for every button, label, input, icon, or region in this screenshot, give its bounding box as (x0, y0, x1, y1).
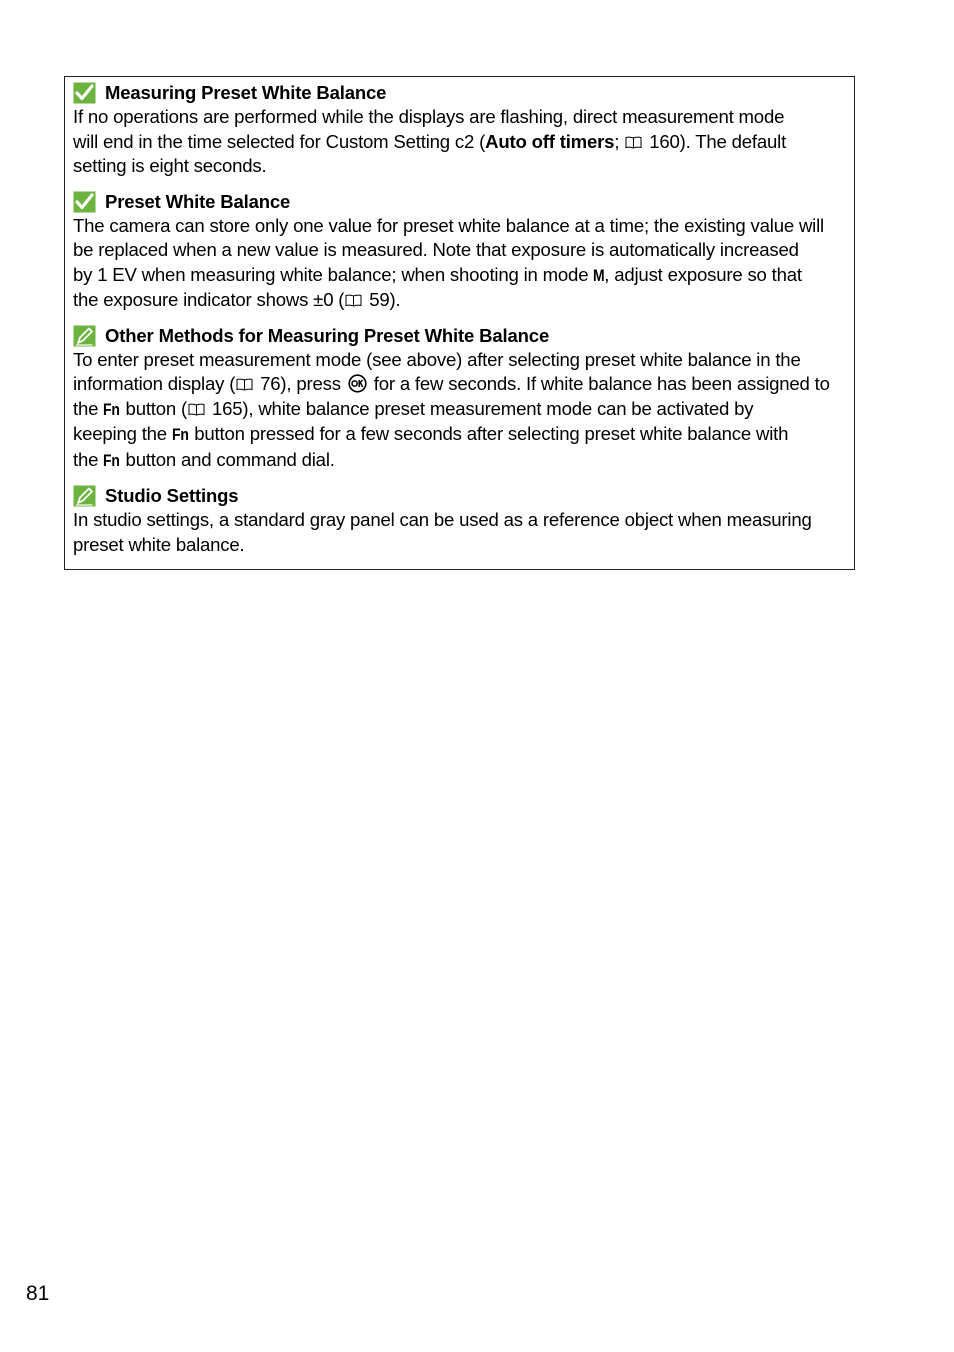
fn-button-label: Fn (103, 450, 120, 470)
pencil-icon (73, 325, 96, 347)
body-line (73, 397, 846, 423)
note-other-methods (73, 324, 846, 474)
note-header (73, 324, 846, 348)
text-run: button pressed for a few seconds after selecting preset white balance with (189, 423, 789, 444)
text-run: 59). (364, 289, 401, 310)
page-number: 81 (26, 1282, 50, 1305)
text-run: will end in the time selected for Custom Setting c2 ( (73, 130, 486, 152)
setting-name: Auto off timers (485, 130, 615, 152)
note-body (73, 214, 846, 313)
mode-m-label: M (593, 265, 605, 285)
body-line (73, 372, 846, 397)
text-run: by 1 EV when measuring white balance; when shooting in mode (73, 263, 594, 285)
note-header (73, 190, 846, 214)
body-line: be replaced when a new value is measured. Note that exposure is automatically increased (73, 239, 799, 260)
note-title: Measuring Preset White Balance (105, 82, 387, 103)
fn-button-label: Fn (103, 399, 120, 419)
note-title: Studio Settings (105, 485, 239, 506)
body-line (73, 422, 846, 448)
book-icon (625, 131, 642, 144)
text-run: , adjust exposure so that (604, 263, 802, 285)
text-run: 76), press (255, 373, 346, 394)
note-studio-settings (73, 484, 846, 557)
note-header (73, 484, 846, 508)
text-run: 165), white balance preset measurement mode can be activated by (207, 397, 754, 419)
note-title: Preset White Balance (105, 190, 291, 212)
body-line (73, 288, 846, 313)
text-run: for a few seconds. If white balance has been assigned to (368, 373, 830, 394)
text-run: the (73, 397, 104, 419)
note-header (73, 81, 846, 105)
text-run: 160). The default (644, 130, 787, 152)
fn-button-label: Fn (171, 425, 189, 444)
check-icon (73, 82, 96, 104)
body-line (73, 130, 846, 155)
book-icon (345, 289, 362, 302)
book-icon (236, 373, 253, 386)
notes-box (64, 76, 855, 570)
check-icon (73, 191, 96, 213)
body-line: In studio settings, a standard gray panel can be used as a reference object when measuring (73, 509, 812, 530)
text-run: information display ( (73, 373, 236, 394)
note-body (73, 105, 846, 179)
note-title: Other Methods for Measuring Preset White Balance (105, 324, 550, 346)
text-run: ; (614, 130, 625, 152)
body-line: The camera can store only one value for preset white balance at a time; the existing value will (73, 214, 824, 236)
body-line (73, 448, 846, 474)
pencil-icon (73, 485, 96, 507)
note-preset-white-balance (73, 190, 846, 313)
note-measuring-preset-white-balance (73, 81, 846, 179)
ok-button-icon (348, 374, 367, 393)
note-body (73, 508, 846, 557)
text-run: the exposure indicator shows ±0 ( (73, 289, 345, 310)
text-run: button ( (120, 397, 188, 419)
text-run: button and command dial. (120, 448, 335, 470)
body-line: setting is eight seconds. (73, 155, 267, 176)
body-line: preset white balance. (73, 533, 245, 555)
body-line: If no operations are performed while the displays are flashing, direct measurement mode (73, 106, 785, 127)
body-line (73, 263, 846, 289)
note-body (73, 348, 846, 474)
text-run: the (73, 448, 104, 470)
text-run: keeping the (73, 423, 172, 444)
body-line: To enter preset measurement mode (see above) after selecting preset white balance in the (73, 348, 801, 370)
book-icon (188, 398, 205, 411)
